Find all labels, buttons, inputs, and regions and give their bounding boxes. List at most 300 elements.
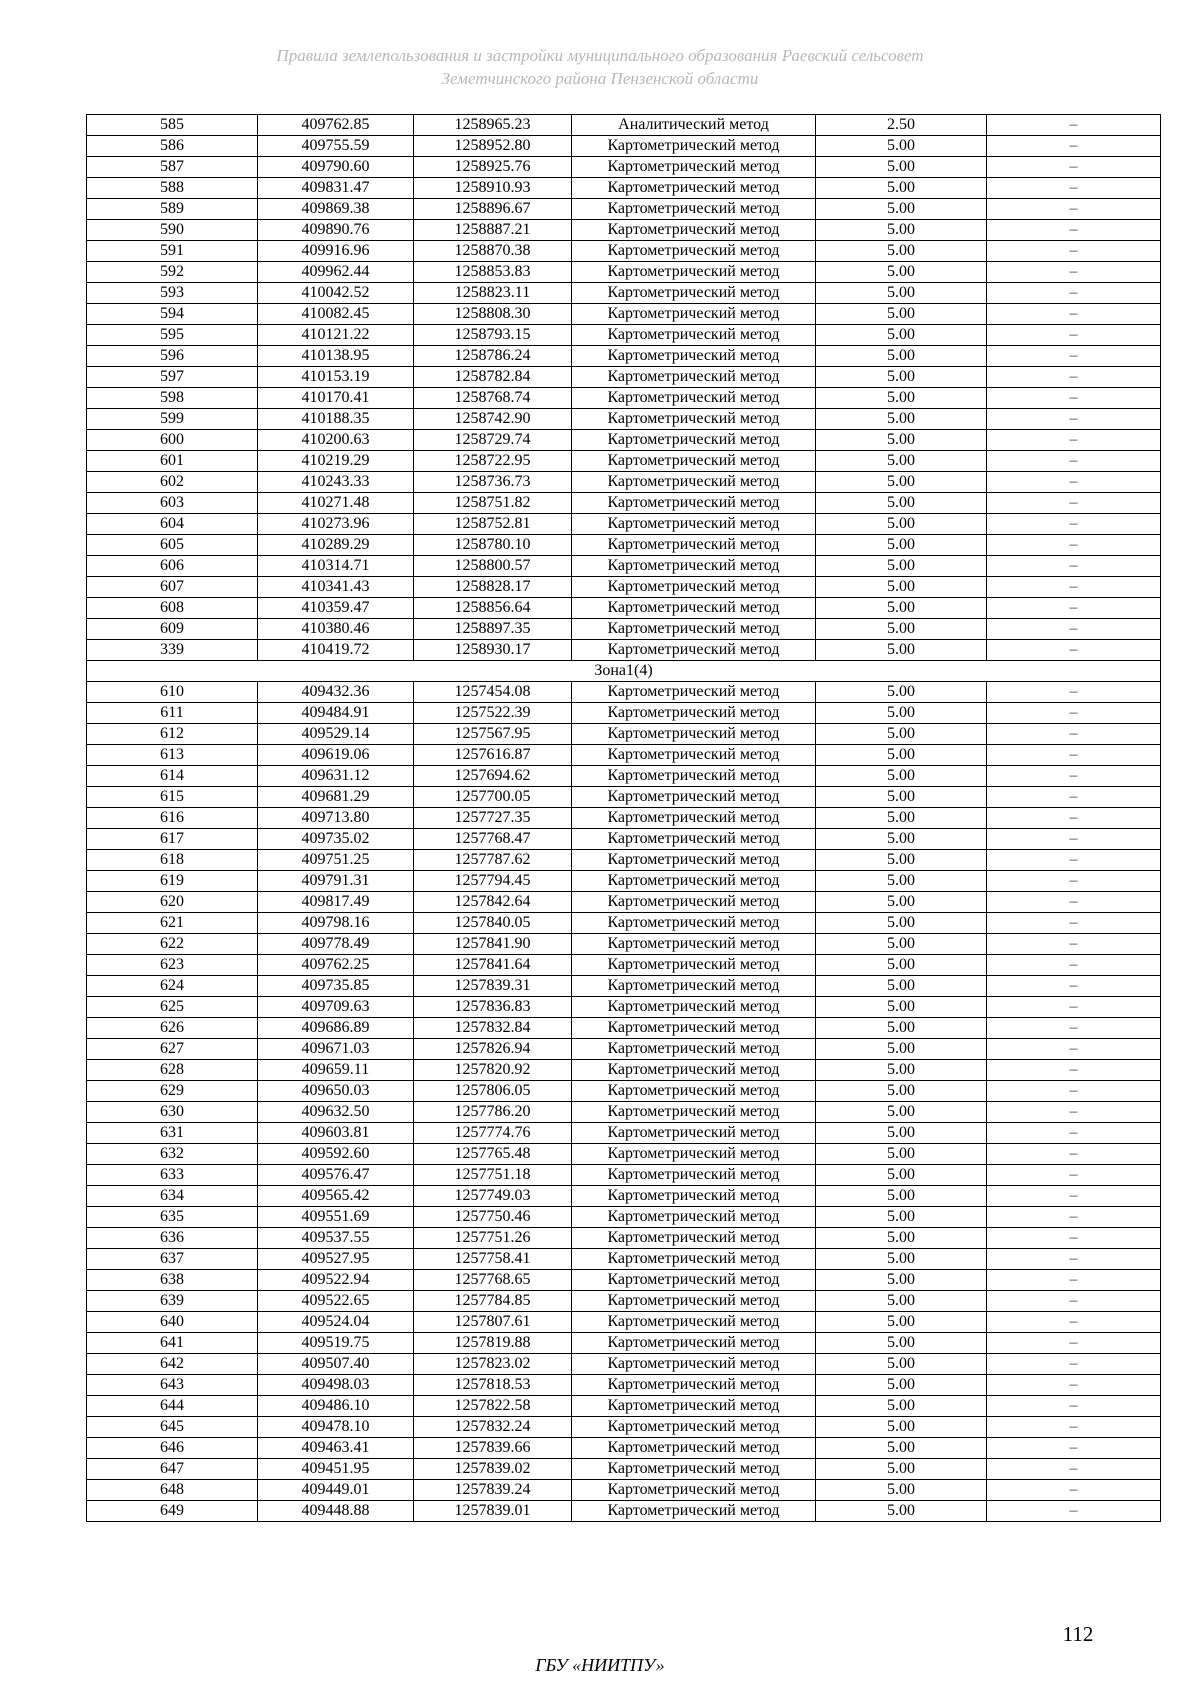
x-coordinate-cell: 409632.50: [258, 1102, 414, 1123]
method-cell: Картометрический метод: [572, 1060, 816, 1081]
note-cell: –: [987, 619, 1161, 640]
y-coordinate-cell: 1257826.94: [414, 1039, 572, 1060]
note-cell: –: [987, 934, 1161, 955]
x-coordinate-cell: 409603.81: [258, 1123, 414, 1144]
zone-heading-row: [87, 661, 1161, 682]
point-number-cell: 596: [87, 346, 258, 367]
note-cell: –: [987, 808, 1161, 829]
accuracy-cell: 5.00: [816, 472, 987, 493]
y-coordinate-cell: 1257839.01: [414, 1501, 572, 1522]
point-number-cell: 614: [87, 766, 258, 787]
x-coordinate-cell: 410314.71: [258, 556, 414, 577]
accuracy-cell: 5.00: [816, 199, 987, 220]
table-row: [87, 1186, 1161, 1207]
point-number-cell: 612: [87, 724, 258, 745]
y-coordinate-cell: 1258853.83: [414, 262, 572, 283]
point-number-cell: 642: [87, 1354, 258, 1375]
x-coordinate-cell: 409498.03: [258, 1375, 414, 1396]
x-coordinate-cell: 409522.65: [258, 1291, 414, 1312]
note-cell: –: [987, 1291, 1161, 1312]
y-coordinate-cell: 1258742.90: [414, 409, 572, 430]
y-coordinate-cell: 1257758.41: [414, 1249, 572, 1270]
x-coordinate-cell: 409631.12: [258, 766, 414, 787]
y-coordinate-cell: 1257787.62: [414, 850, 572, 871]
accuracy-cell: 5.00: [816, 1060, 987, 1081]
point-number-cell: 603: [87, 493, 258, 514]
point-number-cell: 629: [87, 1081, 258, 1102]
point-number-cell: 639: [87, 1291, 258, 1312]
method-cell: Картометрический метод: [572, 829, 816, 850]
y-coordinate-cell: 1258808.30: [414, 304, 572, 325]
method-cell: Картометрический метод: [572, 1417, 816, 1438]
note-cell: –: [987, 1207, 1161, 1228]
note-cell: –: [987, 766, 1161, 787]
accuracy-cell: 5.00: [816, 577, 987, 598]
y-coordinate-cell: 1257839.24: [414, 1480, 572, 1501]
y-coordinate-cell: 1258828.17: [414, 577, 572, 598]
table-row: [87, 1270, 1161, 1291]
x-coordinate-cell: 410082.45: [258, 304, 414, 325]
point-number-cell: 605: [87, 535, 258, 556]
table-row: [87, 976, 1161, 997]
coordinates-table-body: [87, 115, 1161, 1522]
point-number-cell: 591: [87, 241, 258, 262]
table-row: [87, 430, 1161, 451]
y-coordinate-cell: 1257784.85: [414, 1291, 572, 1312]
table-row: [87, 325, 1161, 346]
x-coordinate-cell: 409478.10: [258, 1417, 414, 1438]
accuracy-cell: 5.00: [816, 1396, 987, 1417]
accuracy-cell: 5.00: [816, 892, 987, 913]
table-row: [87, 829, 1161, 850]
point-number-cell: 339: [87, 640, 258, 661]
accuracy-cell: 5.00: [816, 1018, 987, 1039]
accuracy-cell: 5.00: [816, 514, 987, 535]
point-number-cell: 601: [87, 451, 258, 472]
method-cell: Картометрический метод: [572, 1375, 816, 1396]
method-cell: Картометрический метод: [572, 556, 816, 577]
y-coordinate-cell: 1257839.66: [414, 1438, 572, 1459]
table-row: [87, 451, 1161, 472]
note-cell: –: [987, 892, 1161, 913]
accuracy-cell: 5.00: [816, 619, 987, 640]
accuracy-cell: 5.00: [816, 1480, 987, 1501]
table-row: [87, 1333, 1161, 1354]
x-coordinate-cell: 409709.63: [258, 997, 414, 1018]
note-cell: –: [987, 325, 1161, 346]
point-number-cell: 608: [87, 598, 258, 619]
accuracy-cell: 5.00: [816, 1081, 987, 1102]
x-coordinate-cell: 409916.96: [258, 241, 414, 262]
y-coordinate-cell: 1258870.38: [414, 241, 572, 262]
point-number-cell: 640: [87, 1312, 258, 1333]
table-row: [87, 703, 1161, 724]
point-number-cell: 649: [87, 1501, 258, 1522]
y-coordinate-cell: 1257454.08: [414, 682, 572, 703]
table-row: [87, 913, 1161, 934]
y-coordinate-cell: 1258722.95: [414, 451, 572, 472]
method-cell: Картометрический метод: [572, 892, 816, 913]
note-cell: –: [987, 388, 1161, 409]
y-coordinate-cell: 1258736.73: [414, 472, 572, 493]
point-number-cell: 630: [87, 1102, 258, 1123]
table-row: [87, 1144, 1161, 1165]
note-cell: –: [987, 1228, 1161, 1249]
method-cell: Картометрический метод: [572, 1291, 816, 1312]
table-row: [87, 1102, 1161, 1123]
note-cell: –: [987, 1312, 1161, 1333]
table-row: [87, 724, 1161, 745]
note-cell: –: [987, 304, 1161, 325]
note-cell: –: [987, 1186, 1161, 1207]
x-coordinate-cell: 409527.95: [258, 1249, 414, 1270]
method-cell: Картометрический метод: [572, 241, 816, 262]
method-cell: Картометрический метод: [572, 682, 816, 703]
accuracy-cell: 5.00: [816, 1459, 987, 1480]
table-row: [87, 598, 1161, 619]
table-row: [87, 472, 1161, 493]
x-coordinate-cell: 409890.76: [258, 220, 414, 241]
method-cell: Картометрический метод: [572, 430, 816, 451]
note-cell: –: [987, 1249, 1161, 1270]
point-number-cell: 633: [87, 1165, 258, 1186]
accuracy-cell: 5.00: [816, 724, 987, 745]
table-row: [87, 1249, 1161, 1270]
method-cell: Картометрический метод: [572, 178, 816, 199]
accuracy-cell: 5.00: [816, 556, 987, 577]
x-coordinate-cell: 409565.42: [258, 1186, 414, 1207]
note-cell: –: [987, 577, 1161, 598]
accuracy-cell: 5.00: [816, 1144, 987, 1165]
x-coordinate-cell: 409507.40: [258, 1354, 414, 1375]
point-number-cell: 641: [87, 1333, 258, 1354]
method-cell: Картометрический метод: [572, 220, 816, 241]
accuracy-cell: 5.00: [816, 871, 987, 892]
accuracy-cell: 5.00: [816, 1228, 987, 1249]
point-number-cell: 586: [87, 136, 258, 157]
note-cell: –: [987, 1480, 1161, 1501]
x-coordinate-cell: 409735.85: [258, 976, 414, 997]
y-coordinate-cell: 1258887.21: [414, 220, 572, 241]
note-cell: –: [987, 514, 1161, 535]
method-cell: Картометрический метод: [572, 1396, 816, 1417]
y-coordinate-cell: 1257842.64: [414, 892, 572, 913]
note-cell: –: [987, 1102, 1161, 1123]
note-cell: –: [987, 1081, 1161, 1102]
accuracy-cell: 5.00: [816, 346, 987, 367]
note-cell: –: [987, 1123, 1161, 1144]
accuracy-cell: 5.00: [816, 850, 987, 871]
note-cell: –: [987, 1501, 1161, 1522]
table-row: [87, 1123, 1161, 1144]
y-coordinate-cell: 1257822.58: [414, 1396, 572, 1417]
x-coordinate-cell: 409619.06: [258, 745, 414, 766]
table-row: [87, 997, 1161, 1018]
y-coordinate-cell: 1257768.47: [414, 829, 572, 850]
table-row: [87, 115, 1161, 136]
table-row: [87, 1165, 1161, 1186]
table-row: [87, 1018, 1161, 1039]
method-cell: Картометрический метод: [572, 955, 816, 976]
x-coordinate-cell: 410121.22: [258, 325, 414, 346]
y-coordinate-cell: 1258897.35: [414, 619, 572, 640]
y-coordinate-cell: 1257841.90: [414, 934, 572, 955]
accuracy-cell: 5.00: [816, 1375, 987, 1396]
point-number-cell: 627: [87, 1039, 258, 1060]
accuracy-cell: 5.00: [816, 283, 987, 304]
accuracy-cell: 5.00: [816, 220, 987, 241]
note-cell: –: [987, 157, 1161, 178]
note-cell: –: [987, 976, 1161, 997]
accuracy-cell: 5.00: [816, 535, 987, 556]
x-coordinate-cell: 410170.41: [258, 388, 414, 409]
note-cell: –: [987, 535, 1161, 556]
table-row: [87, 955, 1161, 976]
table-row: [87, 157, 1161, 178]
note-cell: –: [987, 1018, 1161, 1039]
y-coordinate-cell: 1258925.76: [414, 157, 572, 178]
x-coordinate-cell: 409451.95: [258, 1459, 414, 1480]
y-coordinate-cell: 1258751.82: [414, 493, 572, 514]
point-number-cell: 632: [87, 1144, 258, 1165]
point-number-cell: 626: [87, 1018, 258, 1039]
x-coordinate-cell: 409962.44: [258, 262, 414, 283]
point-number-cell: 621: [87, 913, 258, 934]
x-coordinate-cell: 409522.94: [258, 1270, 414, 1291]
point-number-cell: 623: [87, 955, 258, 976]
method-cell: Картометрический метод: [572, 1333, 816, 1354]
note-cell: –: [987, 472, 1161, 493]
point-number-cell: 589: [87, 199, 258, 220]
method-cell: Картометрический метод: [572, 1144, 816, 1165]
accuracy-cell: 5.00: [816, 1186, 987, 1207]
table-row: [87, 1207, 1161, 1228]
method-cell: Картометрический метод: [572, 409, 816, 430]
note-cell: –: [987, 829, 1161, 850]
y-coordinate-cell: 1258729.74: [414, 430, 572, 451]
method-cell: Картометрический метод: [572, 577, 816, 598]
accuracy-cell: 5.00: [816, 598, 987, 619]
y-coordinate-cell: 1258952.80: [414, 136, 572, 157]
point-number-cell: 593: [87, 283, 258, 304]
table-row: [87, 1228, 1161, 1249]
table-row: [87, 619, 1161, 640]
y-coordinate-cell: 1257807.61: [414, 1312, 572, 1333]
y-coordinate-cell: 1257820.92: [414, 1060, 572, 1081]
point-number-cell: 590: [87, 220, 258, 241]
y-coordinate-cell: 1257750.46: [414, 1207, 572, 1228]
point-number-cell: 619: [87, 871, 258, 892]
note-cell: –: [987, 913, 1161, 934]
method-cell: Аналитический метод: [572, 115, 816, 136]
y-coordinate-cell: 1258896.67: [414, 199, 572, 220]
x-coordinate-cell: 409519.75: [258, 1333, 414, 1354]
point-number-cell: 606: [87, 556, 258, 577]
method-cell: Картометрический метод: [572, 1039, 816, 1060]
method-cell: Картометрический метод: [572, 1018, 816, 1039]
point-number-cell: 628: [87, 1060, 258, 1081]
x-coordinate-cell: 409524.04: [258, 1312, 414, 1333]
y-coordinate-cell: 1258780.10: [414, 535, 572, 556]
point-number-cell: 634: [87, 1186, 258, 1207]
x-coordinate-cell: 410359.47: [258, 598, 414, 619]
y-coordinate-cell: 1258782.84: [414, 367, 572, 388]
method-cell: Картометрический метод: [572, 1354, 816, 1375]
note-cell: –: [987, 640, 1161, 661]
table-row: [87, 766, 1161, 787]
accuracy-cell: 5.00: [816, 1354, 987, 1375]
x-coordinate-cell: 409686.89: [258, 1018, 414, 1039]
y-coordinate-cell: 1257806.05: [414, 1081, 572, 1102]
x-coordinate-cell: 410419.72: [258, 640, 414, 661]
x-coordinate-cell: 409762.25: [258, 955, 414, 976]
point-number-cell: 622: [87, 934, 258, 955]
y-coordinate-cell: 1257774.76: [414, 1123, 572, 1144]
y-coordinate-cell: 1257836.83: [414, 997, 572, 1018]
method-cell: Картометрический метод: [572, 367, 816, 388]
method-cell: Картометрический метод: [572, 1081, 816, 1102]
accuracy-cell: 5.00: [816, 1207, 987, 1228]
y-coordinate-cell: 1257818.53: [414, 1375, 572, 1396]
method-cell: Картометрический метод: [572, 472, 816, 493]
y-coordinate-cell: 1257832.84: [414, 1018, 572, 1039]
table-row: [87, 535, 1161, 556]
point-number-cell: 638: [87, 1270, 258, 1291]
point-number-cell: 647: [87, 1459, 258, 1480]
accuracy-cell: 2.50: [816, 115, 987, 136]
accuracy-cell: 5.00: [816, 997, 987, 1018]
table-row: [87, 1312, 1161, 1333]
method-cell: Картометрический метод: [572, 934, 816, 955]
x-coordinate-cell: 409448.88: [258, 1501, 414, 1522]
y-coordinate-cell: 1257819.88: [414, 1333, 572, 1354]
y-coordinate-cell: 1258930.17: [414, 640, 572, 661]
point-number-cell: 625: [87, 997, 258, 1018]
note-cell: –: [987, 241, 1161, 262]
x-coordinate-cell: 410042.52: [258, 283, 414, 304]
x-coordinate-cell: 410289.29: [258, 535, 414, 556]
method-cell: Картометрический метод: [572, 787, 816, 808]
method-cell: Картометрический метод: [572, 199, 816, 220]
point-number-cell: 587: [87, 157, 258, 178]
point-number-cell: 602: [87, 472, 258, 493]
point-number-cell: 648: [87, 1480, 258, 1501]
note-cell: –: [987, 1039, 1161, 1060]
x-coordinate-cell: 410380.46: [258, 619, 414, 640]
x-coordinate-cell: 409869.38: [258, 199, 414, 220]
note-cell: –: [987, 136, 1161, 157]
note-cell: –: [987, 493, 1161, 514]
accuracy-cell: 5.00: [816, 1123, 987, 1144]
note-cell: –: [987, 1144, 1161, 1165]
accuracy-cell: 5.00: [816, 640, 987, 661]
note-cell: –: [987, 409, 1161, 430]
x-coordinate-cell: 409798.16: [258, 913, 414, 934]
x-coordinate-cell: 409484.91: [258, 703, 414, 724]
y-coordinate-cell: 1257751.18: [414, 1165, 572, 1186]
table-row: [87, 1081, 1161, 1102]
note-cell: –: [987, 1165, 1161, 1186]
table-row: [87, 892, 1161, 913]
x-coordinate-cell: 409486.10: [258, 1396, 414, 1417]
method-cell: Картометрический метод: [572, 766, 816, 787]
point-number-cell: 609: [87, 619, 258, 640]
point-number-cell: 610: [87, 682, 258, 703]
note-cell: –: [987, 1459, 1161, 1480]
accuracy-cell: 5.00: [816, 1165, 987, 1186]
note-cell: –: [987, 451, 1161, 472]
page-number: 112: [1062, 1622, 1094, 1646]
table-row: [87, 1459, 1161, 1480]
table-row: [87, 1060, 1161, 1081]
note-cell: –: [987, 346, 1161, 367]
y-coordinate-cell: 1257567.95: [414, 724, 572, 745]
accuracy-cell: 5.00: [816, 241, 987, 262]
method-cell: Картометрический метод: [572, 703, 816, 724]
accuracy-cell: 5.00: [816, 1249, 987, 1270]
method-cell: Картометрический метод: [572, 1438, 816, 1459]
table-row: [87, 1354, 1161, 1375]
table-row: [87, 745, 1161, 766]
table-row: [87, 1501, 1161, 1522]
accuracy-cell: 5.00: [816, 1417, 987, 1438]
note-cell: –: [987, 682, 1161, 703]
x-coordinate-cell: 410138.95: [258, 346, 414, 367]
accuracy-cell: 5.00: [816, 1102, 987, 1123]
method-cell: Картометрический метод: [572, 535, 816, 556]
point-number-cell: 646: [87, 1438, 258, 1459]
point-number-cell: 643: [87, 1375, 258, 1396]
method-cell: Картометрический метод: [572, 745, 816, 766]
method-cell: Картометрический метод: [572, 262, 816, 283]
x-coordinate-cell: 410341.43: [258, 577, 414, 598]
accuracy-cell: 5.00: [816, 787, 987, 808]
point-number-cell: 615: [87, 787, 258, 808]
table-row: [87, 1375, 1161, 1396]
table-row: [87, 1039, 1161, 1060]
y-coordinate-cell: 1258768.74: [414, 388, 572, 409]
y-coordinate-cell: 1257840.05: [414, 913, 572, 934]
method-cell: Картометрический метод: [572, 871, 816, 892]
zone-label: Зона1(4): [87, 661, 1161, 682]
y-coordinate-cell: 1258752.81: [414, 514, 572, 535]
y-coordinate-cell: 1257839.02: [414, 1459, 572, 1480]
header-line-2: Земетчинского района Пензенской области: [441, 69, 759, 88]
method-cell: Картометрический метод: [572, 346, 816, 367]
running-header: [0, 44, 1200, 90]
x-coordinate-cell: 409592.60: [258, 1144, 414, 1165]
accuracy-cell: 5.00: [816, 934, 987, 955]
y-coordinate-cell: 1258793.15: [414, 325, 572, 346]
y-coordinate-cell: 1258800.57: [414, 556, 572, 577]
point-number-cell: 637: [87, 1249, 258, 1270]
y-coordinate-cell: 1257522.39: [414, 703, 572, 724]
y-coordinate-cell: 1257727.35: [414, 808, 572, 829]
y-coordinate-cell: 1258965.23: [414, 115, 572, 136]
method-cell: Картометрический метод: [572, 493, 816, 514]
table-row: [87, 178, 1161, 199]
table-row: [87, 1396, 1161, 1417]
x-coordinate-cell: 410153.19: [258, 367, 414, 388]
point-number-cell: 617: [87, 829, 258, 850]
accuracy-cell: 5.00: [816, 1270, 987, 1291]
accuracy-cell: 5.00: [816, 1438, 987, 1459]
table-row: [87, 1417, 1161, 1438]
y-coordinate-cell: 1257794.45: [414, 871, 572, 892]
x-coordinate-cell: 410200.63: [258, 430, 414, 451]
method-cell: Картометрический метод: [572, 976, 816, 997]
table-row: [87, 220, 1161, 241]
